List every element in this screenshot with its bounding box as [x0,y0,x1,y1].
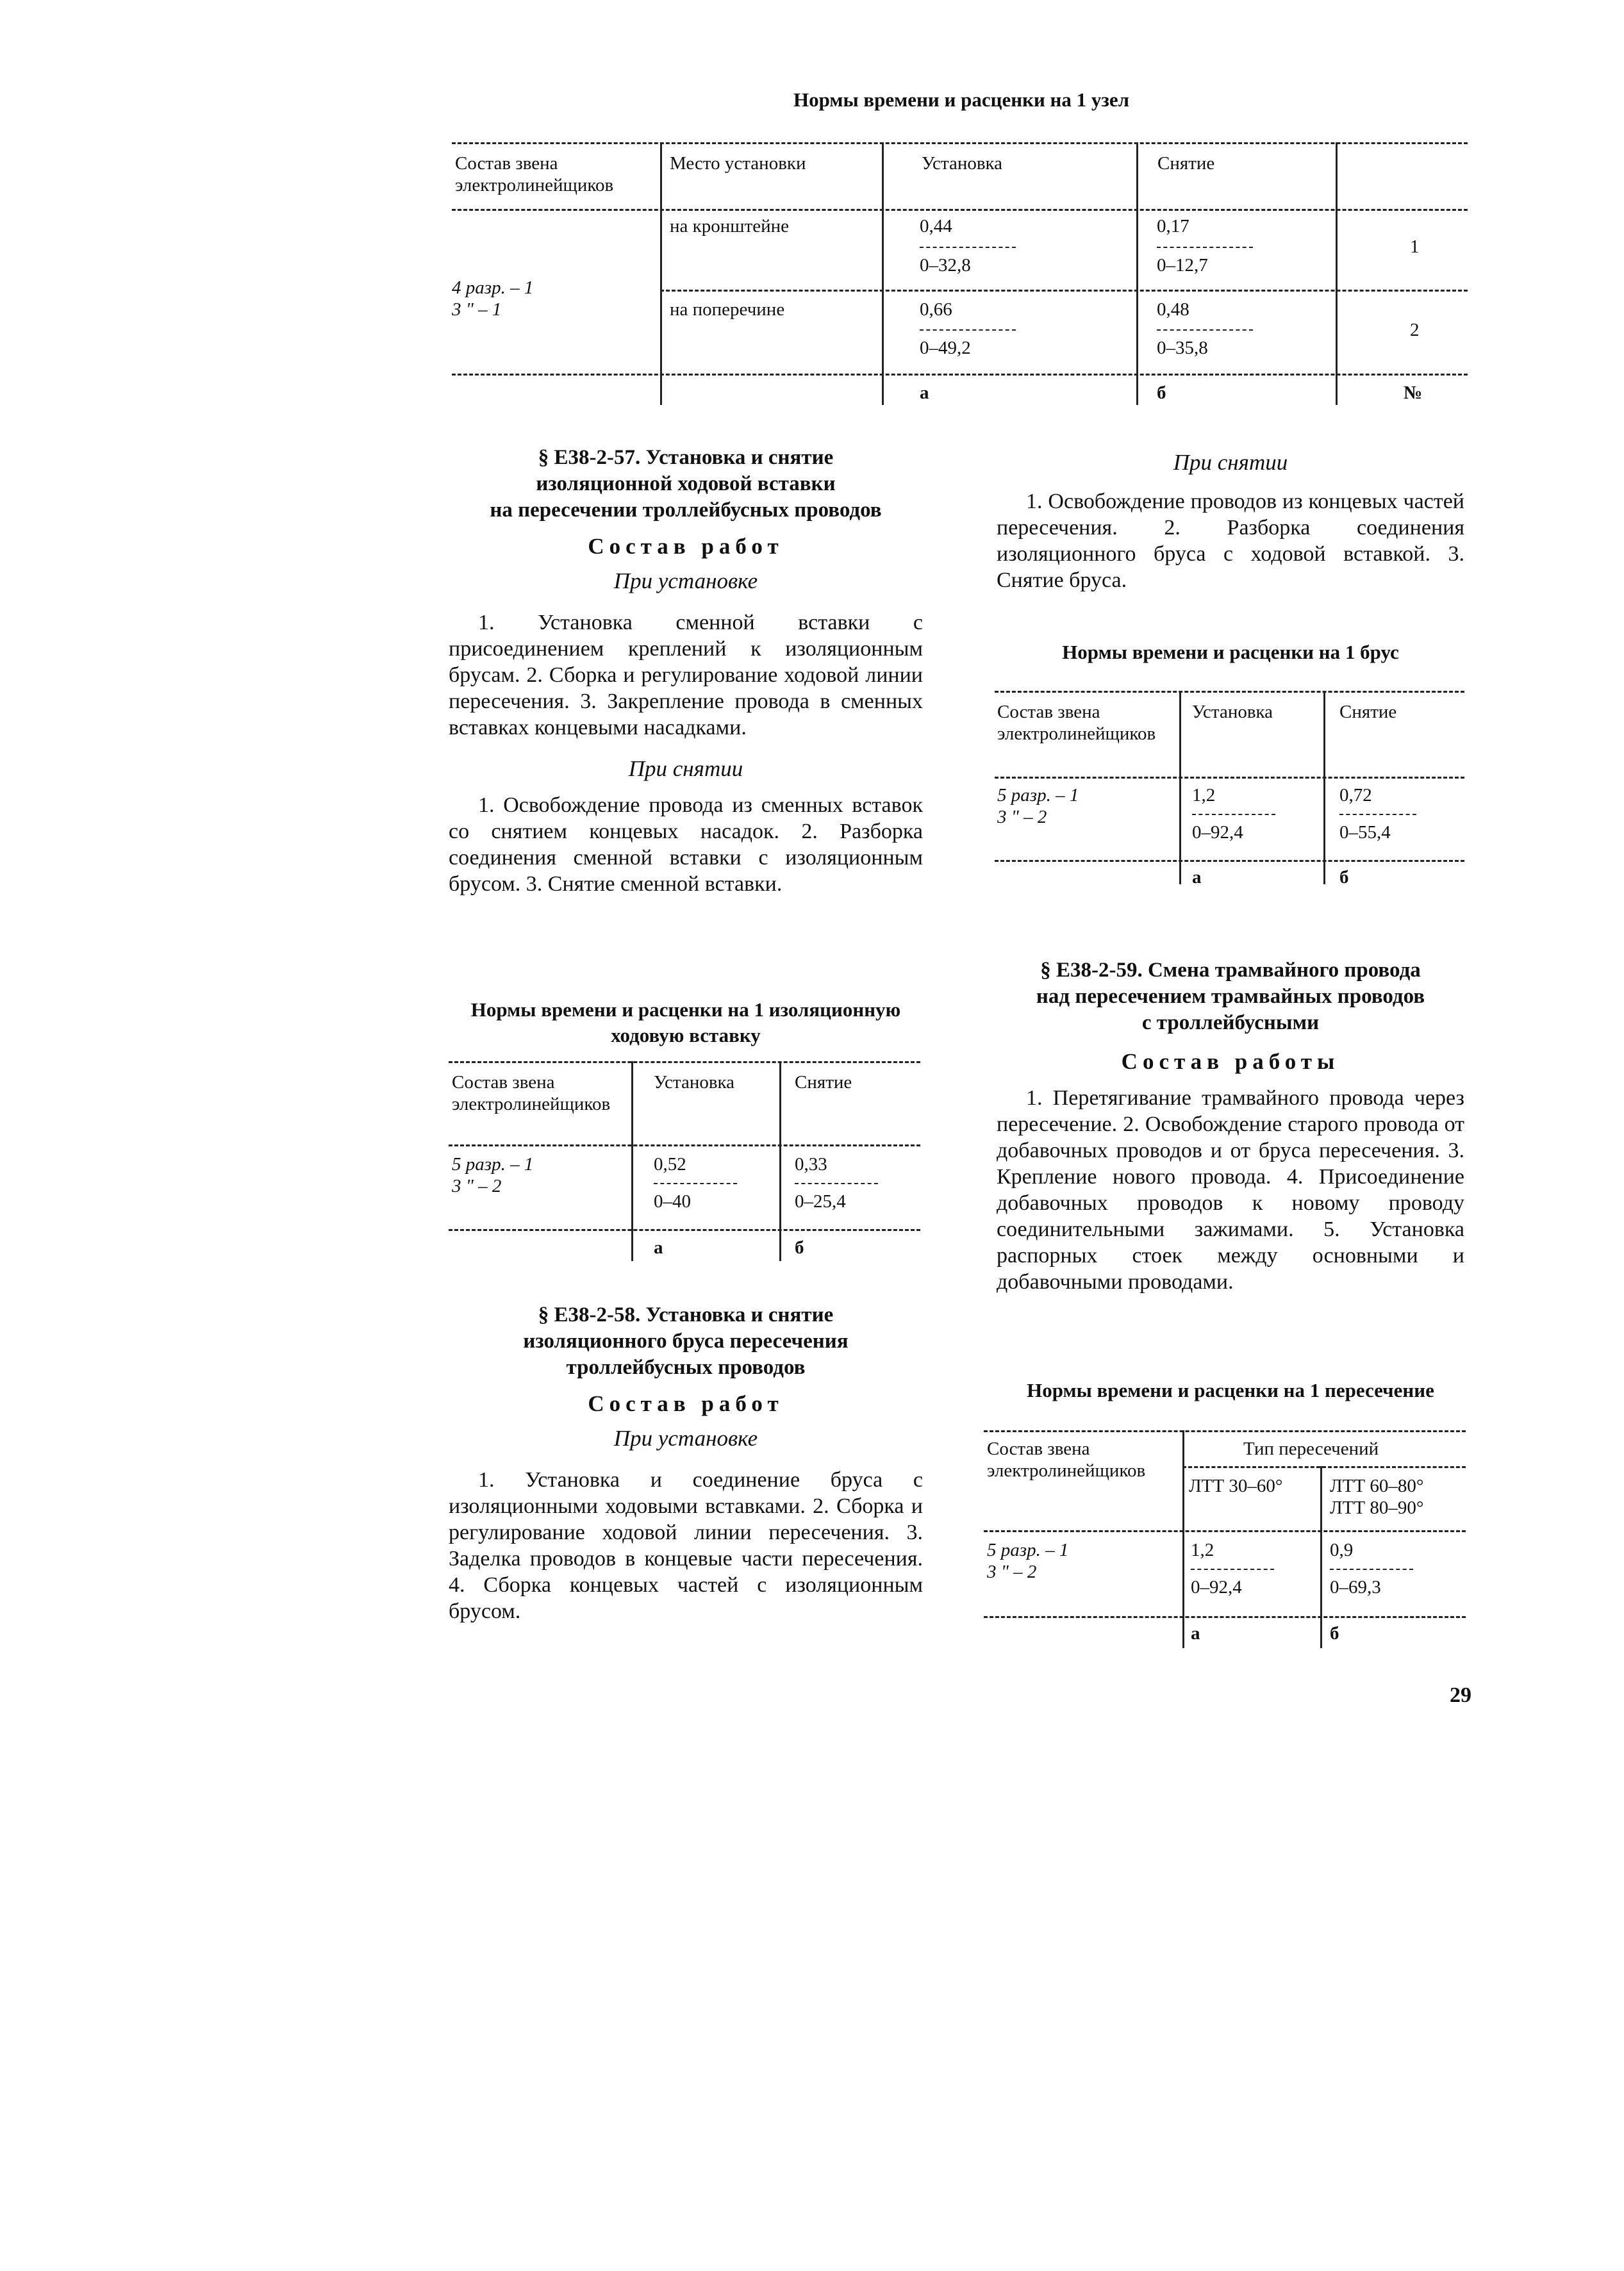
table-rule [984,1616,1466,1618]
fraction-numerator: 1,2 [1191,1540,1214,1560]
header-crew: Состав звена электролинейщиков [452,1072,611,1114]
fraction-numerator: 1,2 [1192,785,1216,805]
table-rule [984,1430,1466,1432]
crew-line: 5 разр. – 1 [452,1154,534,1175]
fraction-denominator: 0–32,8 [920,255,971,276]
fraction-denominator: 0–35,8 [1157,338,1208,358]
table-rule [995,777,1464,779]
section-heading: изоляционного бруса пересечения [523,1330,849,1353]
column-index: а [654,1237,663,1258]
header-install: Установка [654,1072,735,1093]
fraction-numerator: 0,17 [1157,216,1189,236]
fraction-denominator: 0–12,7 [1157,255,1208,276]
top-table-title: Нормы времени и расценки на 1 узел [793,88,1130,111]
table-rule [984,1530,1466,1532]
remove-text: 1. Освобождение проводов из концевых частей пересечения. 2. Разборка соединения изоляционного бруса с ходовой вставкой. 3. Снятие бруса. [997,490,1464,592]
crew-line: 3 " – 2 [987,1562,1037,1582]
section-heading: § Е38-2-58. Установка и снятие [538,1303,834,1326]
fraction-bar [1330,1569,1413,1570]
section-heading: троллейбусных проводов [566,1356,806,1379]
fraction-denominator: 0–25,4 [795,1191,846,1212]
composition-heading: Состав работ [588,1391,784,1416]
fraction-denominator: 0–40 [654,1191,691,1212]
table-col-divider [1320,1466,1322,1648]
table-col-divider [882,142,884,405]
header-install: Установка [1192,702,1273,722]
row-number: 1 [1410,236,1420,257]
remove-text: 1. Освобождение провода из сменных вставок со снятием концевых насадок. 2. Разборка соединения сменной вставки с изоляционным брусом. 3. Снятие сменной вставки. [449,793,923,896]
fraction-bar [1339,814,1416,815]
header-crew: Состав звена электролинейщиков [997,702,1156,744]
header-ltt-60-80: ЛТТ 60–80° [1330,1476,1424,1496]
column-index: а [1191,1623,1200,1644]
section-heading: изоляционной ходовой вставки [536,472,836,495]
header-type: Тип пересечений [1243,1439,1379,1459]
section-58 [449,1302,923,1624]
table-rule [995,691,1464,693]
table-59-title: Нормы времени и расценки на 1 пересечение [1027,1379,1434,1401]
fraction-numerator: 0,72 [1339,785,1372,805]
table-rule [452,209,1468,211]
fraction-denominator: 0–55,4 [1339,822,1391,843]
row-place: на поперечине [670,299,785,320]
remove-label: При снятии [628,756,743,781]
row-number: 2 [1410,320,1420,340]
fraction-numerator: 0,66 [920,299,952,320]
table-col-divider [660,142,662,405]
header-ltt-30-60: ЛТТ 30–60° [1189,1476,1283,1496]
section-heading: § Е38-2-59. Смена трамвайного провода [1040,959,1421,982]
crew-line: 5 разр. – 1 [987,1540,1069,1560]
fraction-denominator: 0–92,4 [1192,822,1243,843]
section-57 [449,445,923,897]
row-place: на кронштейне [670,216,790,236]
section-heading: § Е38-2-57. Установка и снятие [538,446,834,469]
table-rule [449,1061,920,1063]
crew-line: 4 разр. – 1 [452,277,534,298]
fraction-bar [920,329,1016,331]
fraction-numerator: 0,52 [654,1154,686,1175]
page-number: 29 [1450,1683,1471,1707]
install-label: При установке [613,568,758,593]
header-ltt-80-90: ЛТТ 80–90° [1330,1498,1424,1518]
fraction-denominator: 0–49,2 [920,338,971,358]
table-col-divider [1136,142,1138,405]
table-col-divider [1336,142,1338,405]
fraction-bar [654,1183,737,1184]
header-remove: Снятие [795,1072,852,1093]
fraction-numerator: 0,44 [920,216,952,236]
section-58-continued [997,449,1464,593]
header-crew: Состав звена электролинейщиков [987,1439,1146,1481]
section-heading: над пересечением трамвайных проводов [1036,985,1425,1008]
remove-label: При снятии [1173,450,1288,475]
table-col-divider [779,1061,781,1261]
install-text: 1. Установка сменной вставки с присоединением креплений к изоляционным брусам. 2. Сборка и регулирование ходовой линии пересечения. 3. Закрепление провода в сменных вставках концевыми насадками. [449,611,923,739]
table-col-divider [1323,691,1325,884]
table-57-title [449,997,923,1048]
fraction-bar [1191,1569,1274,1570]
table-rule [449,1144,920,1146]
install-label: При установке [613,1426,758,1451]
header-install: Установка [922,153,1003,174]
crew-line: 5 разр. – 1 [997,785,1079,805]
section-heading: с троллейбусными [1141,1011,1320,1034]
header-crew: Состав звена электролинейщиков [455,153,614,195]
table-col-divider [1179,691,1181,884]
column-index: б [1330,1623,1339,1644]
work-text: 1. Перетягивание трамвайного провода через пересечение. 2. Освобождение старого провода от добавочных проводов и от бруса пересечения. 3. Крепление нового провода. 4. Присоединение добавочных проводов к новому проводу соединительными зажимами. 5. Установка распорных стоек между основными и добавочными проводами. [997,1086,1464,1294]
crew-line: 3 " – 1 [452,299,502,320]
section-59 [997,957,1464,1295]
fraction-bar [1157,247,1253,248]
column-index: а [1192,867,1202,888]
fraction-denominator: 0–69,3 [1330,1577,1381,1598]
fraction-bar [1157,329,1253,331]
section-heading: на пересечении троллейбусных проводов [490,499,882,522]
header-place: Место установки [670,153,806,174]
column-index: б [1157,383,1166,403]
table-rule [995,860,1464,862]
table-rule [660,290,1468,292]
fraction-bar [920,247,1016,248]
table-rule [449,1229,920,1231]
fraction-denominator: 0–92,4 [1191,1577,1242,1598]
table-title-line: Нормы времени и расценки на 1 изоляционную [470,998,901,1021]
table-rule [452,374,1468,376]
column-index: а [920,383,929,403]
crew-line: 3 " – 2 [452,1176,502,1196]
column-index: № [1404,383,1423,403]
fraction-numerator: 0,9 [1330,1540,1354,1560]
crew-line: 3 " – 2 [997,807,1047,827]
table-title-line: ходовую вставку [611,1024,761,1046]
fraction-numerator: 0,33 [795,1154,827,1175]
header-remove: Снятие [1339,702,1397,722]
install-text: 1. Установка и соединение бруса с изоляционными ходовыми вставками. 2. Сборка и регулирование ходовой линии пересечения. 3. Заделка проводов в концевые части пересечения. 4. Сборка концевых частей с изоляционным брусом. [449,1468,923,1623]
fraction-numerator: 0,48 [1157,299,1189,320]
composition-heading: Состав работ [588,534,784,559]
column-index: б [795,1237,804,1258]
header-remove: Снятие [1157,153,1215,174]
table-rule [1182,1466,1466,1468]
table-58-title: Нормы времени и расценки на 1 брус [1062,641,1399,663]
table-rule [452,142,1468,144]
composition-heading: Состав работы [1121,1049,1340,1074]
table-col-divider [1182,1430,1184,1648]
fraction-bar [1192,814,1275,815]
fraction-bar [795,1183,878,1184]
column-index: б [1339,867,1349,888]
table-col-divider [631,1061,633,1261]
